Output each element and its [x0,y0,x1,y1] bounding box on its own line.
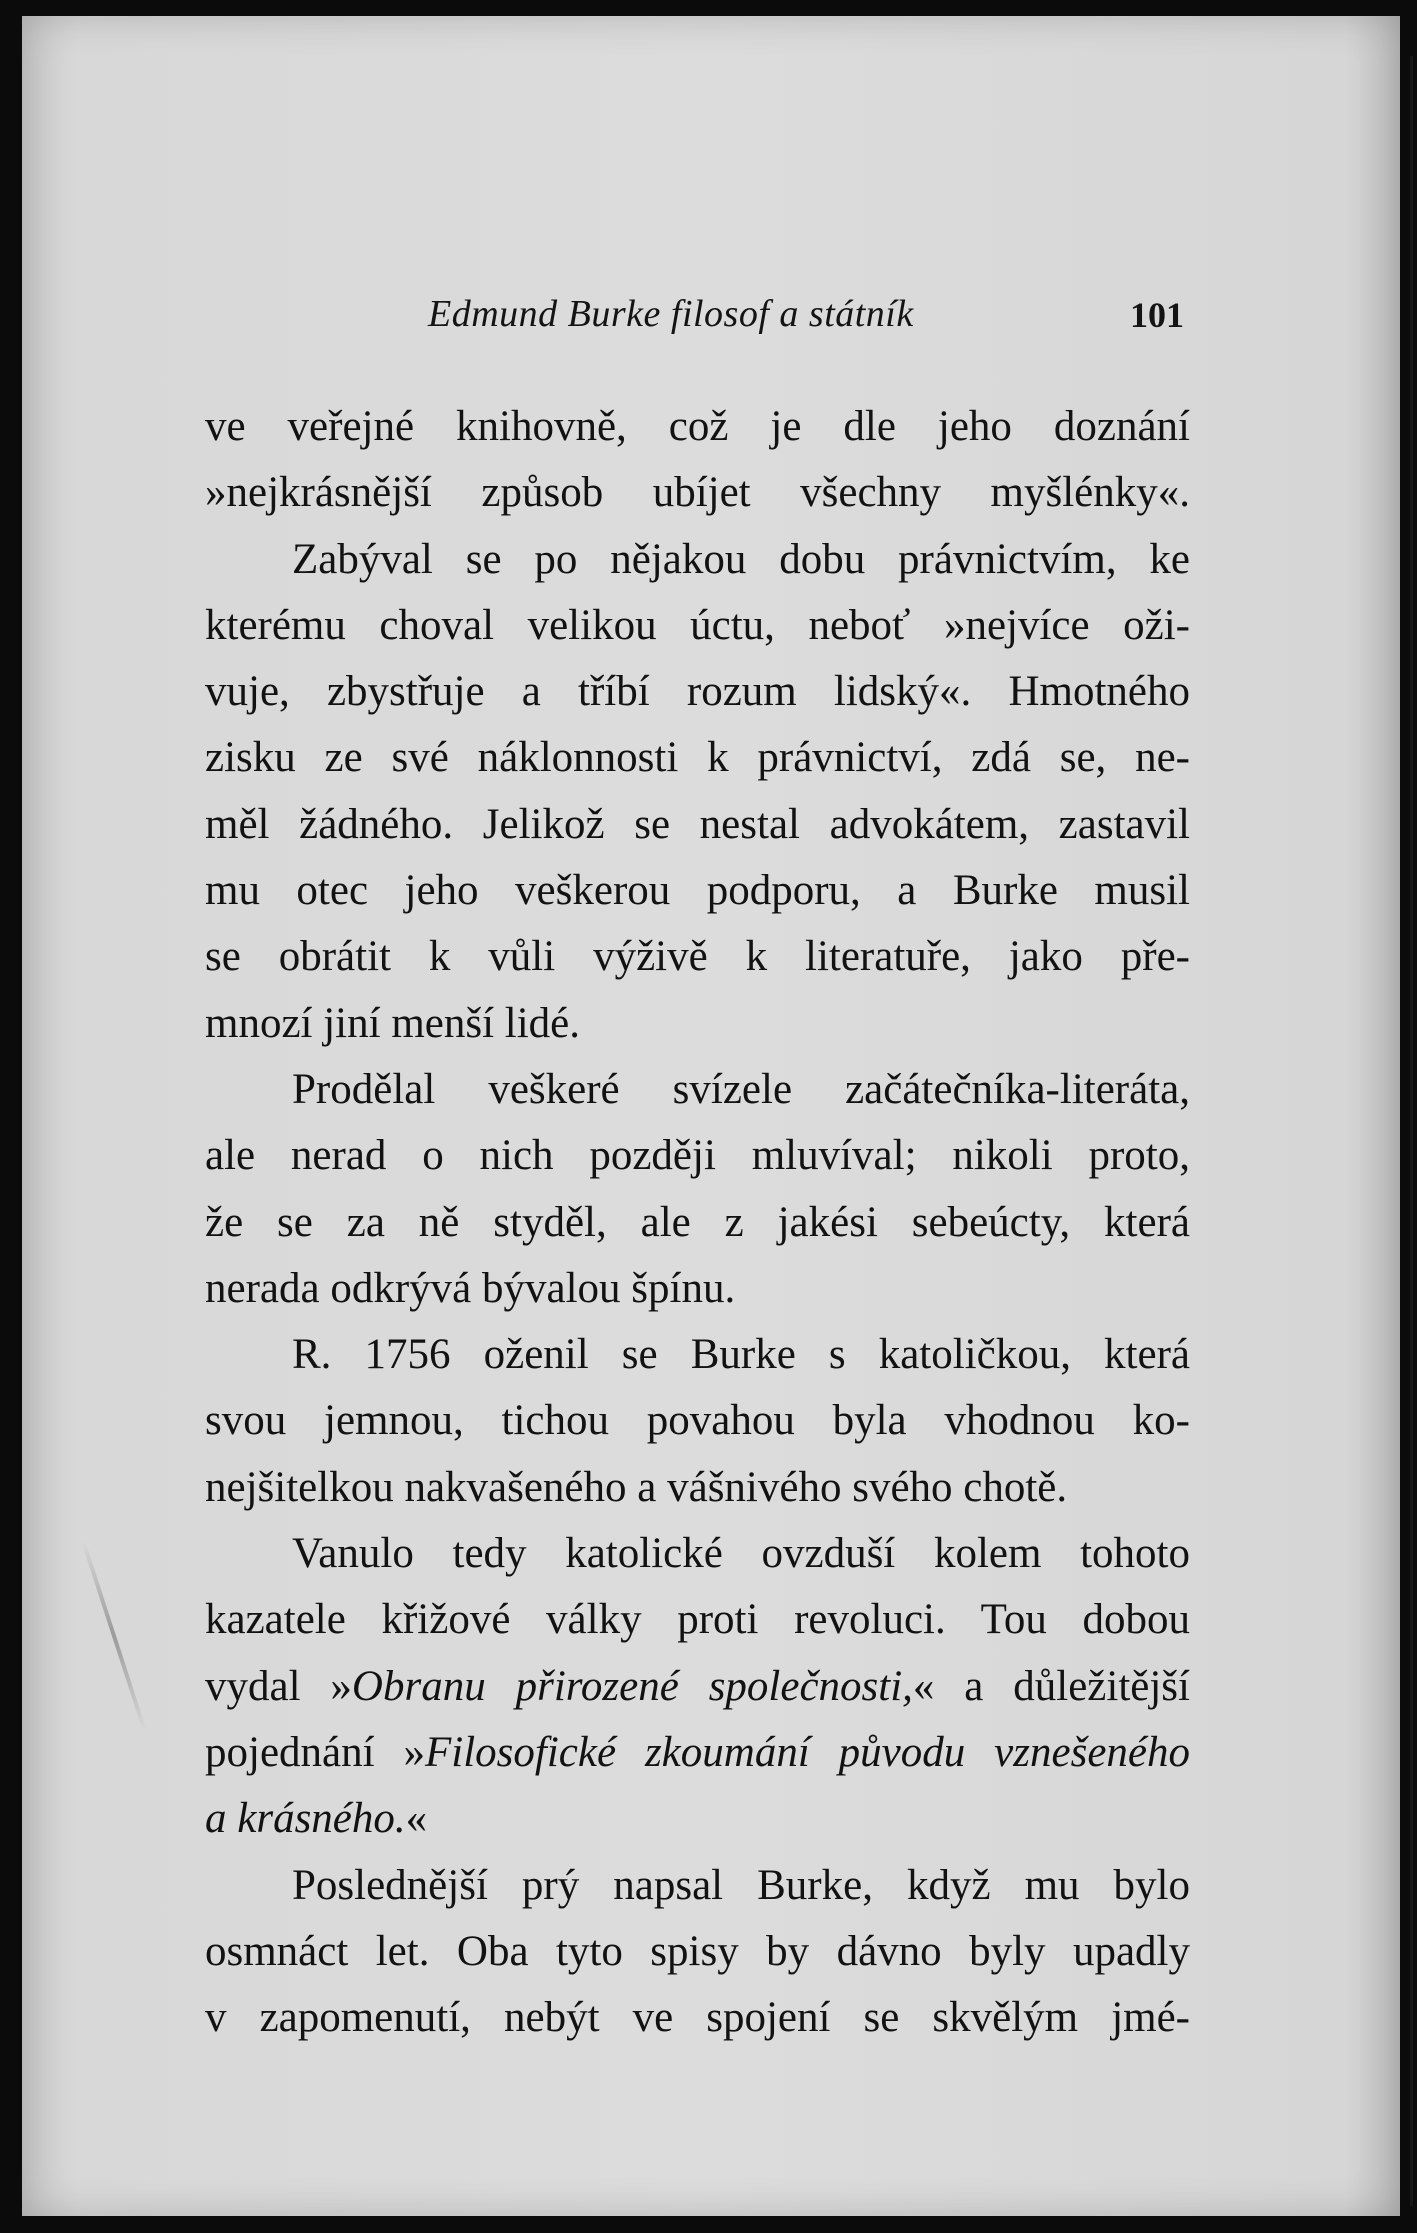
text-line: zisku ze své náklonnosti k právnictví, zdá se, ne- [205,734,1190,782]
page-number: 101 [1130,295,1184,335]
text-run: pojednání » [205,1728,425,1776]
running-title: Edmund Burke filosof a státník [428,293,914,335]
text-line: Zabýval se po nějakou dobu právnictvím, ke [292,535,1190,583]
text-line: se obrátit k vůli výživě k literatuře, jako pře- [205,933,1190,981]
text-line: mnozí jiní menší lidé. [205,999,581,1047]
text-line: kazatele křižové války proti revoluci. Tou dobou [205,1596,1190,1644]
page-header [0,292,1417,352]
text-line: že se za ně styděl, ale z jakési sebeúcty, která [205,1198,1190,1246]
text-line [205,1720,1190,1786]
text-line: nejšitelkou nakvašeného a vášnivého svého chotě. [205,1463,1068,1511]
text-line: měl žádného. Jelikož se nestal advokátem, zastavil [205,800,1190,848]
text-line: kterému choval velikou úctu, neboť »nejvíce oži- [205,601,1190,649]
text-line: ale nerad o nich později mluvíval; nikoli proto, [205,1132,1190,1180]
text-line: v zapomenutí, nebýt ve spojení se skvělým jmé- [205,1994,1190,2042]
text-line: ve veřejné knihovně, což je dle jeho doznání [205,403,1190,450]
text-line: »nejkrásnější způsob ubíjet všechny myšlénky«. [205,469,1190,517]
text-line: osmnáct let. Oba tyto spisy by dávno byly upadly [205,1927,1190,1975]
page-smudge [81,1540,147,1731]
text-line: R. 1756 oženil se Burke s katoličkou, která [292,1331,1190,1379]
text-run: vydal » [205,1662,352,1710]
text-line: svou jemnou, tichou povahou byla vhodnou ko- [205,1397,1190,1445]
text-run: « [405,1795,428,1843]
text-line: Prodělal veškeré svízele začátečníka-literáta, [292,1065,1190,1113]
body-text [205,394,1190,2051]
text-line: Poslednější prý napsal Burke, když mu bylo [292,1861,1190,1909]
text-line: nerada odkrývá bývalou špínu. [205,1264,736,1312]
text-run: « a důležitější [912,1662,1190,1710]
text-line [205,1786,1190,1852]
italic-title: Obranu přirozené společnosti, [351,1662,913,1710]
page-edge-shadow [1410,56,1413,2206]
text-line [205,1654,1190,1720]
text-line: Vanulo tedy katolické ovzduší kolem tohoto [292,1530,1190,1578]
text-line: mu otec jeho veškerou podporu, a Burke musil [205,867,1190,915]
italic-title: a krásného. [205,1795,406,1843]
italic-title: Filosofické zkoumání původu vznešeného [424,1728,1190,1776]
text-line: vuje, zbystřuje a tříbí rozum lidský«. Hmotného [205,668,1190,716]
